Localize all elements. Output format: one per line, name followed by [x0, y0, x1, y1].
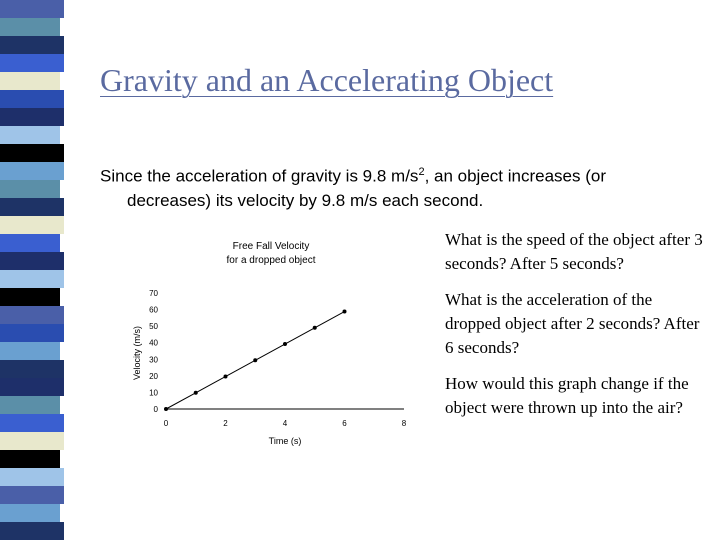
question-2: What is the acceleration of the dropped object after 2 seconds? After 6 seconds?	[445, 290, 700, 357]
stripe-block	[0, 108, 64, 126]
y-axis-label: Velocity (m/s)	[132, 325, 142, 381]
x-tick-label: 6	[342, 419, 347, 428]
data-point	[343, 310, 347, 314]
stripe-block	[0, 252, 64, 270]
stripe-block	[0, 180, 60, 198]
stripe-block	[0, 414, 64, 432]
data-point	[224, 375, 228, 379]
stripe-block	[0, 486, 64, 504]
stripe-block	[0, 468, 64, 486]
y-tick-label: 40	[149, 338, 158, 348]
stripe-block	[0, 450, 60, 468]
y-tick-label: 70	[149, 289, 158, 298]
x-axis-label: Time (s)	[268, 436, 302, 446]
stripe-block	[0, 342, 60, 360]
stripe-block	[0, 126, 60, 144]
stripe-block	[0, 162, 64, 180]
y-tick-label: 30	[149, 355, 158, 365]
intro-line1-b: , an object increases (or	[424, 166, 606, 186]
stripe-block	[0, 144, 64, 162]
free-fall-chart	[128, 230, 418, 460]
chart-subtitle: for a dropped object	[226, 255, 316, 266]
questions-panel	[445, 228, 710, 432]
stripe-block	[0, 378, 64, 396]
stripe-block	[0, 504, 60, 522]
y-tick-label: 60	[149, 305, 158, 315]
intro-superscript: 2	[418, 166, 425, 178]
stripe-block	[0, 90, 64, 108]
data-point	[253, 358, 257, 362]
x-tick-label: 0	[163, 419, 169, 428]
stripe-block	[0, 522, 64, 540]
stripe-block	[0, 54, 64, 72]
chart-axes	[149, 289, 407, 428]
decorative-stripe	[0, 0, 64, 540]
stripe-block	[0, 0, 64, 18]
stripe-block	[0, 306, 64, 324]
stripe-block	[0, 396, 60, 414]
x-tick-label: 2	[223, 419, 228, 428]
stripe-block	[0, 72, 60, 90]
y-tick-label: 20	[149, 371, 158, 381]
question-3: How would this graph change if the object were thrown up into the air?	[445, 374, 689, 417]
data-point	[194, 391, 198, 395]
stripe-block	[0, 288, 60, 306]
chart-title: Free Fall Velocity	[232, 241, 310, 252]
stripe-block	[0, 198, 64, 216]
stripe-block	[0, 36, 64, 54]
stripe-block	[0, 270, 64, 288]
question-1: What is the speed of the object after 3 seconds? After 5 seconds?	[445, 230, 703, 273]
stripe-block	[0, 432, 64, 450]
slide-title: Gravity and an Accelerating Object	[100, 62, 554, 98]
chart-marks	[164, 310, 347, 411]
stripe-block	[0, 18, 60, 36]
data-point	[283, 342, 287, 346]
stripe-block	[0, 360, 64, 378]
intro-line1-a: Since the acceleration of gravity is 9.8 m/s	[100, 166, 419, 186]
intro-line2: decreases) its velocity by 9.8 m/s each second.	[127, 190, 484, 210]
intro-text	[100, 160, 710, 213]
stripe-block	[0, 216, 64, 234]
x-tick-label: 8	[401, 419, 407, 428]
y-tick-label: 50	[149, 322, 158, 332]
stripe-block	[0, 324, 64, 342]
data-point	[164, 407, 168, 411]
y-tick-label: 0	[153, 405, 158, 414]
data-point	[313, 326, 317, 330]
x-tick-label: 4	[282, 419, 288, 428]
stripe-block	[0, 234, 60, 252]
y-tick-label: 10	[149, 388, 158, 398]
